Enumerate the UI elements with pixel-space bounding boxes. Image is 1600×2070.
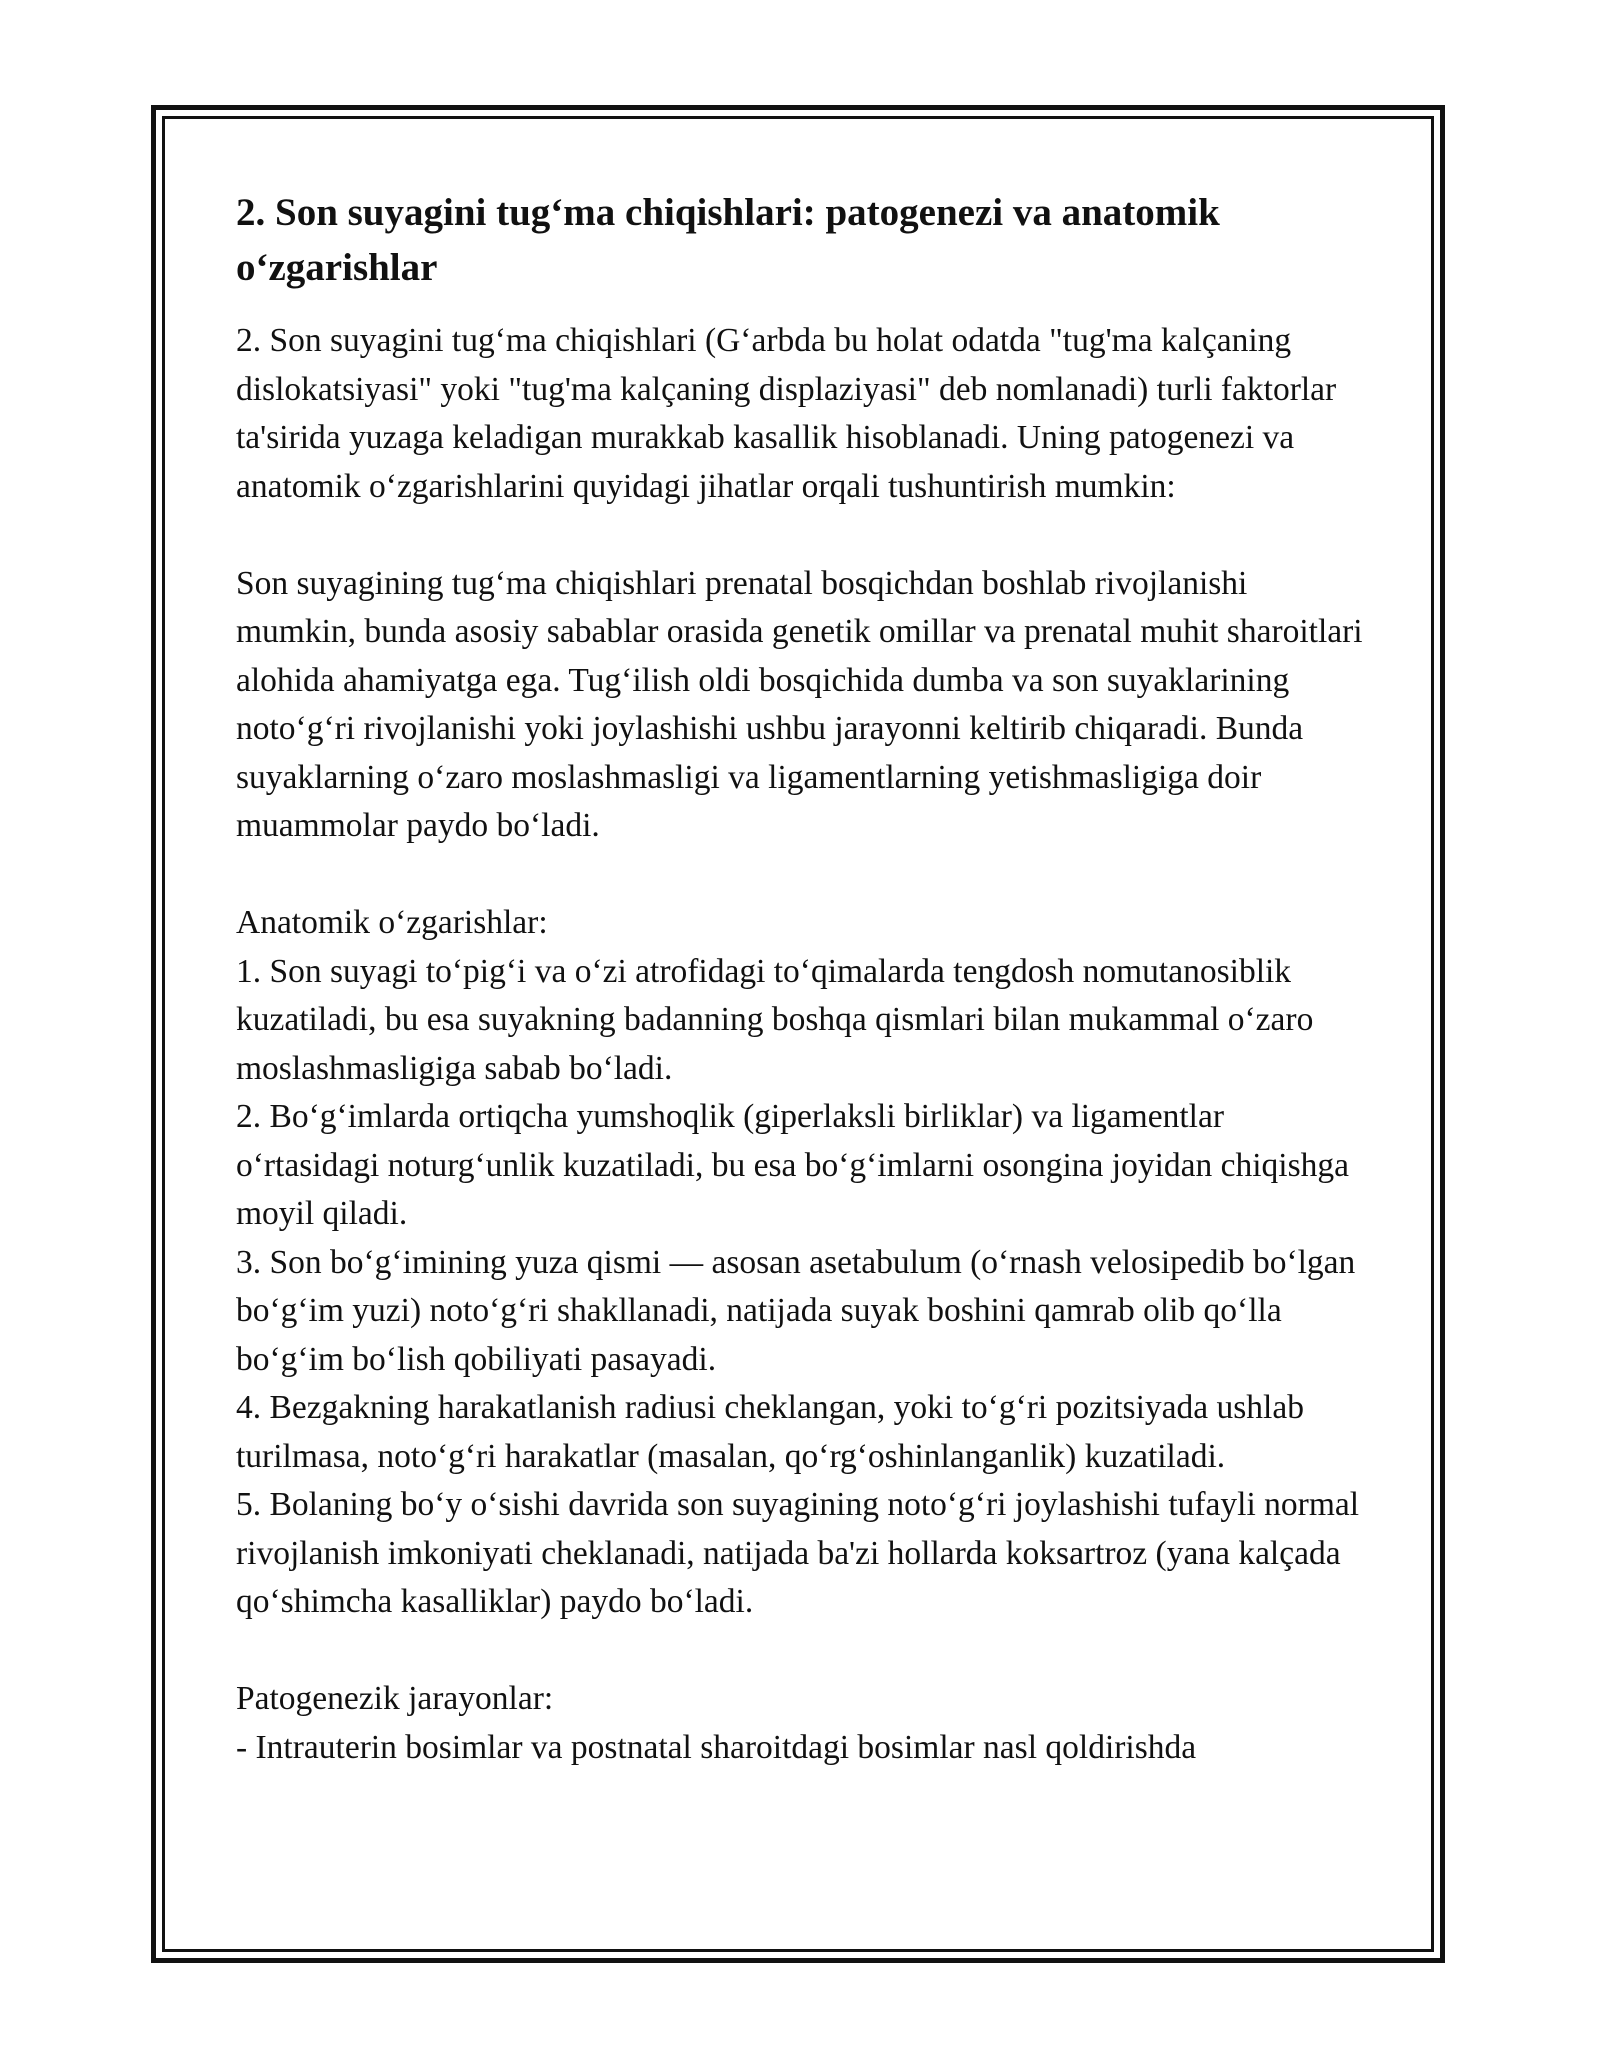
intro-paragraph: 2. Son suyagini tug‘ma chiqishlari (G‘arbda bu holat odatda "tug'ma kalçaning dislokatsiyasi" yoki "tug'ma kalçaning displaziyasi" deb nomlanadi) turli faktorlar ta'sirida yuzaga keladigan murakkab kasallik hisoblanadi. Uning patogenezi va anatomik o‘zgarishlarini quyidagi jihatlar orqali tushuntirish mumkin: — [236, 322, 1337, 505]
anatomic-section — [236, 899, 1366, 1627]
document-body — [236, 185, 1366, 1772]
anatomic-item-5: 5. Bolaning bo‘y o‘sishi davrida son suyagining noto‘g‘ri joylashishi tufayli normal rivojlanish imkoniyati cheklanadi, natijada ba'zi hollarda koksartroz (yana kalçada qo‘shimcha kasalliklar) paydo bo‘ladi. — [236, 1486, 1360, 1620]
paragraph-gap — [236, 851, 1366, 900]
anatomic-item-3: 3. Son bo‘g‘imining yuza qismi — asosan asetabulum (o‘rnash velosipedib bo‘lgan bo‘g‘im yuzi) noto‘g‘ri shakllanadi, natijada suyak boshini qamrab olib qo‘lla bo‘g‘im bo‘lish qobiliyati pasayadi. — [236, 1243, 1356, 1378]
anatomic-item-2: 2. Bo‘g‘imlarda ortiqcha yumshoqlik (giperlaksli birliklar) va ligamentlar o‘rtasidagi noturg‘unlik kuzatiladi, bu esa bo‘g‘imlarni osongina joyidan chiqishga moyil qiladi. — [236, 1098, 1350, 1232]
anatomic-title: Anatomik o‘zgarishlar: — [236, 904, 548, 941]
section-heading: 2. Son suyagini tug‘ma chiqishlari: patogenezi va anatomik o‘zgarishlar — [236, 191, 1220, 289]
pathogenic-title: Patogenezik jarayonlar: — [236, 1680, 554, 1717]
anatomic-item-4: 4. Bezgakning harakatlanish radiusi cheklangan, yoki to‘g‘ri pozitsiyada ushlab turilmasa, noto‘g‘ri harakatlar (masalan, qo‘rg‘oshinlanganlik) kuzatiladi. — [236, 1389, 1304, 1475]
pathogenic-section — [236, 1675, 1366, 1772]
prenatal-paragraph: Son suyagining tug‘ma chiqishlari prenatal bosqichdan boshlab rivojlanishi mumkin, bunda asosiy sabablar orasida genetik omillar va prenatal muhit sharoitlari alohida ahamiyatga ega. Tug‘ilish oldi bosqichida dumba va son suyaklarining noto‘g‘ri rivojlanishi yoki joylashishi ushbu jarayonni keltirib chiqaradi. Bunda suyaklarning o‘zaro moslashmasligi va ligamentlarning yetishmasligiga doir muammolar paydo bo‘ladi. — [236, 564, 1363, 844]
paragraph-gap — [236, 511, 1366, 560]
pathogenic-item-1: - Intrauterin bosimlar va postnatal sharoitdagi bosimlar nasl qoldirishda — [236, 1728, 1197, 1766]
paragraph-gap — [236, 1627, 1366, 1676]
anatomic-item-1: 1. Son suyagi to‘pig‘i va o‘zi atrofidagi to‘qimalarda tengdosh nomutanosiblik kuzatiladi, bu esa suyakning badanning boshqa qismlari bilan mukammal o‘zaro moslashmasligiga sabab bo‘ladi. — [236, 952, 1314, 1087]
